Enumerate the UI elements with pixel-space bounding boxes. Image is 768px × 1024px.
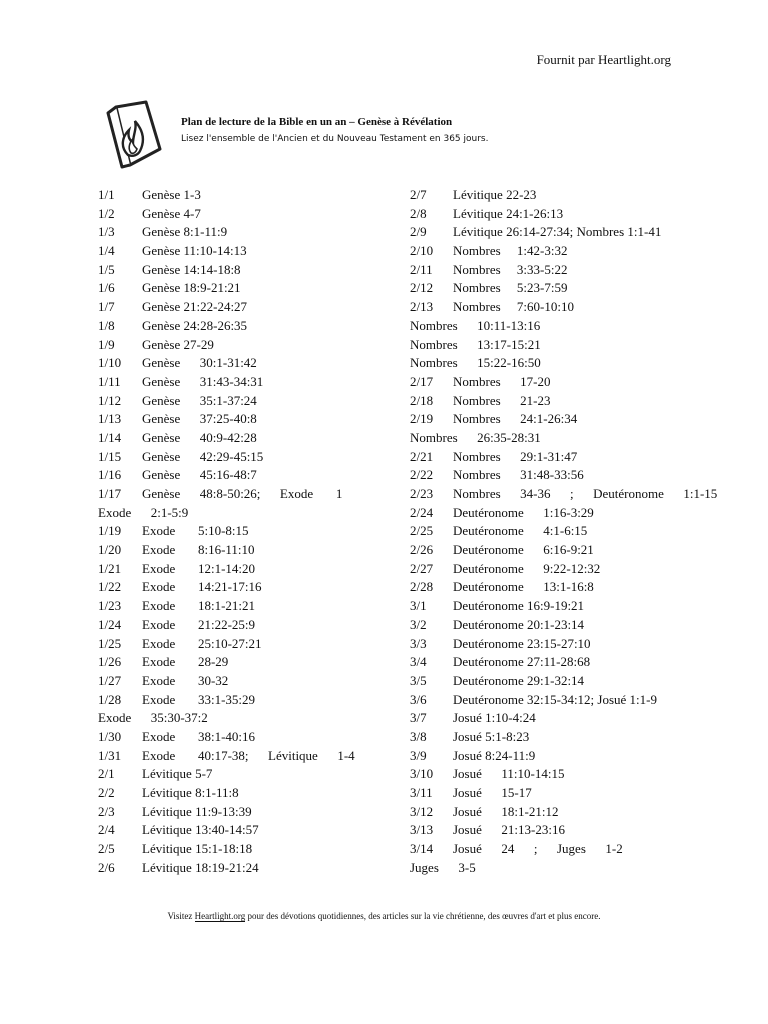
reading-passage: Nombres 5:23-7:59 bbox=[453, 280, 568, 296]
reading-passage: Nombres 1:42-3:32 bbox=[453, 243, 568, 259]
reading-passage: Genèse 40:9-42:28 bbox=[142, 429, 257, 445]
reading-passage: Lévitique 5-7 bbox=[142, 766, 213, 782]
reading-row bbox=[410, 635, 728, 654]
reading-row bbox=[98, 747, 356, 766]
reading-row bbox=[98, 298, 356, 317]
reading-row bbox=[98, 317, 356, 336]
reading-passage: Deutéronome 9:22-12:32 bbox=[453, 560, 601, 576]
reading-row bbox=[410, 504, 728, 523]
reading-date: 2/2 bbox=[98, 785, 115, 800]
reading-row bbox=[410, 821, 728, 840]
reading-row bbox=[98, 223, 356, 242]
reading-date: 2/19 bbox=[410, 411, 434, 427]
reading-passage: Deutéronome 1:16-3:29 bbox=[453, 504, 594, 520]
reading-date: 1/19 bbox=[98, 523, 122, 539]
reading-date: 1/17 bbox=[98, 486, 122, 501]
reading-row bbox=[98, 672, 356, 691]
reading-row bbox=[98, 392, 356, 411]
reading-row bbox=[410, 709, 728, 728]
reading-row bbox=[410, 691, 728, 710]
reading-date: 3/1 bbox=[410, 598, 427, 614]
reading-passage: Josué 11:10-14:15 bbox=[453, 766, 565, 782]
reading-row bbox=[98, 803, 356, 822]
reading-passage: Nombres 21-23 bbox=[453, 392, 551, 408]
reading-row bbox=[410, 522, 728, 541]
reading-date: 3/9 bbox=[410, 747, 427, 763]
reading-date: 1/30 bbox=[98, 728, 122, 744]
reading-passage: Josué 5:1-8:23 bbox=[453, 728, 530, 744]
bible-flame-logo-icon bbox=[102, 99, 164, 169]
reading-passage: Deutéronome 16:9-19:21 bbox=[453, 598, 585, 614]
reading-passage: Exode 2:1-5:9 bbox=[98, 504, 189, 520]
reading-row bbox=[410, 728, 728, 747]
reading-row bbox=[410, 429, 728, 448]
reading-date: 2/24 bbox=[410, 504, 434, 520]
reading-row bbox=[410, 448, 728, 467]
reading-passage: Genèse 31:43-34:31 bbox=[142, 373, 264, 389]
reading-passage: Genèse 30:1-31:42 bbox=[142, 355, 257, 371]
reading-date: 2/10 bbox=[410, 243, 434, 259]
reading-passage: Lévitique 18:19-21:24 bbox=[142, 859, 259, 875]
reading-row bbox=[410, 317, 728, 336]
reading-date: 1/13 bbox=[98, 411, 122, 427]
reading-date: 1/11 bbox=[98, 373, 121, 389]
reading-row bbox=[98, 635, 356, 654]
reading-date: 2/13 bbox=[410, 299, 434, 315]
reading-date: 2/25 bbox=[410, 523, 434, 539]
reading-row bbox=[98, 597, 356, 616]
reading-row bbox=[98, 186, 356, 205]
reading-row bbox=[410, 653, 728, 672]
reading-date: 1/15 bbox=[98, 448, 122, 464]
reading-row bbox=[98, 859, 356, 878]
reading-passage: Genèse 21:22-24:27 bbox=[142, 299, 248, 315]
reading-row bbox=[410, 616, 728, 635]
reading-passage: Josué 18:1-21:12 bbox=[453, 803, 559, 819]
reading-row bbox=[410, 485, 728, 504]
reading-passage: Exode 40:17-38; Lévitique 1-4 bbox=[142, 747, 355, 763]
reading-passage: Deutéronome 20:1-23:14 bbox=[453, 616, 585, 632]
reading-passage: Josué 21:13-23:16 bbox=[453, 822, 565, 838]
reading-row bbox=[98, 709, 356, 728]
reading-row bbox=[98, 354, 356, 373]
reading-date: 3/11 bbox=[410, 785, 433, 800]
reading-row bbox=[98, 504, 356, 523]
reading-row bbox=[410, 803, 728, 822]
reading-date: 2/6 bbox=[98, 859, 115, 875]
reading-date: 2/8 bbox=[410, 205, 427, 221]
reading-row bbox=[410, 672, 728, 691]
reading-date: 1/9 bbox=[98, 336, 115, 352]
reading-row bbox=[98, 429, 356, 448]
reading-row bbox=[98, 821, 356, 840]
reading-row bbox=[98, 728, 356, 747]
reading-row bbox=[98, 261, 356, 280]
reading-row bbox=[98, 616, 356, 635]
reading-passage: Nombres 7:60-10:10 bbox=[453, 299, 574, 315]
reading-row bbox=[98, 765, 356, 784]
reading-row bbox=[98, 336, 356, 355]
reading-row bbox=[410, 186, 728, 205]
reading-row bbox=[410, 597, 728, 616]
reading-row bbox=[410, 541, 728, 560]
reading-passage: Lévitique 13:40-14:57 bbox=[142, 822, 259, 838]
reading-passage: Juges 3-5 bbox=[410, 859, 476, 875]
reading-passage: Exode 30-32 bbox=[142, 672, 229, 688]
reading-date: 1/14 bbox=[98, 429, 122, 445]
reading-row bbox=[98, 653, 356, 672]
reading-row bbox=[410, 578, 728, 597]
reading-passage: Exode 5:10-8:15 bbox=[142, 523, 249, 539]
reading-date: 1/24 bbox=[98, 616, 122, 632]
provided-by-label: Fournit par Heartlight.org bbox=[536, 52, 671, 67]
reading-row bbox=[410, 765, 728, 784]
reading-passage: Deutéronome 32:15-34:12; Josué 1:1-9 bbox=[453, 691, 657, 707]
reading-row bbox=[410, 859, 728, 878]
reading-passage: Josué 8:24-11:9 bbox=[453, 747, 536, 763]
reading-row bbox=[98, 541, 356, 560]
reading-passage: Josué 24 ; Juges 1-2 bbox=[453, 841, 623, 857]
reading-passage: Nombres 10:11-13:16 bbox=[410, 317, 541, 333]
reading-passage: Nombres 15:22-16:50 bbox=[410, 355, 541, 371]
reading-row bbox=[410, 747, 728, 766]
reading-row bbox=[98, 522, 356, 541]
document-title: Plan de lecture de la Bible en un an – Genèse à Révélation bbox=[181, 116, 453, 128]
reading-date: 2/28 bbox=[410, 579, 434, 595]
reading-passage: Lévitique 24:1-26:13 bbox=[453, 205, 564, 221]
reading-passage: Exode 33:1-35:29 bbox=[142, 691, 256, 707]
reading-row bbox=[98, 578, 356, 597]
reading-passage: Genèse 42:29-45:15 bbox=[142, 448, 264, 464]
reading-passage: Exode 38:1-40:16 bbox=[142, 728, 256, 744]
reading-date: 2/4 bbox=[98, 822, 115, 838]
reading-date: 1/8 bbox=[98, 317, 115, 333]
reading-row bbox=[410, 336, 728, 355]
reading-date: 1/10 bbox=[98, 355, 122, 371]
reading-passage: Nombres 26:35-28:31 bbox=[410, 429, 541, 445]
reading-date: 2/26 bbox=[410, 542, 434, 558]
reading-row bbox=[98, 205, 356, 224]
reading-passage: Lévitique 26:14-27:34; Nombres 1:1-41 bbox=[453, 224, 662, 240]
reading-passage: Genèse 4-7 bbox=[142, 205, 201, 221]
reading-date: 2/12 bbox=[410, 280, 434, 296]
reading-row bbox=[98, 691, 356, 710]
reading-date: 1/12 bbox=[98, 392, 122, 408]
reading-date: 3/12 bbox=[410, 803, 434, 819]
heartlight-link[interactable]: Heartlight.org bbox=[194, 911, 246, 921]
reading-date: 2/18 bbox=[410, 392, 434, 408]
reading-passage: Genèse 14:14-18:8 bbox=[142, 261, 241, 277]
reading-passage: Genèse 1-3 bbox=[142, 187, 201, 202]
reading-row bbox=[98, 840, 356, 859]
reading-date: 3/4 bbox=[410, 654, 427, 670]
reading-row bbox=[410, 354, 728, 373]
reading-date: 1/4 bbox=[98, 243, 115, 259]
reading-passage: Deutéronome 6:16-9:21 bbox=[453, 542, 594, 558]
reading-passage: Exode 35:30-37:2 bbox=[98, 710, 208, 726]
reading-date: 1/27 bbox=[98, 672, 122, 688]
reading-row bbox=[410, 466, 728, 485]
reading-date: 2/17 bbox=[410, 373, 434, 389]
reading-date: 3/14 bbox=[410, 841, 434, 857]
reading-passage: Exode 12:1-14:20 bbox=[142, 560, 256, 576]
reading-passage: Lévitique 22-23 bbox=[453, 187, 537, 202]
footer-prefix: Visitez bbox=[167, 911, 195, 921]
reading-date: 3/7 bbox=[410, 710, 427, 726]
reading-row bbox=[98, 242, 356, 261]
reading-date: 2/23 bbox=[410, 486, 434, 501]
reading-date: 2/9 bbox=[410, 224, 427, 240]
reading-passage: Deutéronome 23:15-27:10 bbox=[453, 635, 591, 651]
reading-row bbox=[98, 279, 356, 298]
reading-row bbox=[410, 392, 728, 411]
reading-passage: Nombres 17-20 bbox=[453, 373, 551, 389]
reading-passage: Lévitique 8:1-11:8 bbox=[142, 785, 239, 800]
reading-passage: Deutéronome 29:1-32:14 bbox=[453, 672, 585, 688]
reading-date: 3/2 bbox=[410, 616, 427, 632]
reading-passage: Exode 21:22-25:9 bbox=[142, 616, 256, 632]
reading-date: 1/3 bbox=[98, 224, 115, 240]
reading-date: 1/21 bbox=[98, 560, 122, 576]
reading-passage: Genèse 8:1-11:9 bbox=[142, 224, 228, 240]
reading-row bbox=[410, 298, 728, 317]
reading-date: 2/1 bbox=[98, 766, 115, 782]
reading-row bbox=[410, 223, 728, 242]
reading-date: 1/16 bbox=[98, 467, 122, 483]
reading-row bbox=[410, 840, 728, 859]
reading-date: 2/7 bbox=[410, 187, 427, 202]
reading-passage: Deutéronome 13:1-16:8 bbox=[453, 579, 594, 595]
reading-passage: Nombres 24:1-26:34 bbox=[453, 411, 578, 427]
reading-list-left bbox=[98, 186, 356, 877]
footer-note bbox=[0, 911, 768, 921]
reading-date: 1/31 bbox=[98, 747, 122, 763]
reading-date: 3/8 bbox=[410, 728, 427, 744]
reading-date: 1/1 bbox=[98, 187, 115, 202]
reading-passage: Nombres 13:17-15:21 bbox=[410, 336, 541, 352]
reading-date: 2/22 bbox=[410, 467, 434, 483]
reading-row bbox=[410, 279, 728, 298]
reading-date: 2/11 bbox=[410, 261, 433, 277]
footer-suffix: pour des dévotions quotidiennes, des articles sur la vie chrétienne, des œuvres d'art et plus encore. bbox=[245, 911, 601, 921]
reading-row bbox=[98, 560, 356, 579]
reading-date: 3/3 bbox=[410, 635, 427, 651]
reading-date: 3/6 bbox=[410, 691, 427, 707]
reading-date: 1/22 bbox=[98, 579, 122, 595]
reading-passage: Josué 15-17 bbox=[453, 785, 532, 800]
reading-date: 3/10 bbox=[410, 766, 434, 782]
reading-date: 1/23 bbox=[98, 598, 122, 614]
reading-passage: Deutéronome 27:11-28:68 bbox=[453, 654, 591, 670]
reading-passage: Nombres 29:1-31:47 bbox=[453, 448, 578, 464]
reading-passage: Genèse 11:10-14:13 bbox=[142, 243, 247, 259]
reading-passage: Deutéronome 4:1-6:15 bbox=[453, 523, 588, 539]
reading-passage: Genèse 24:28-26:35 bbox=[142, 317, 248, 333]
reading-row bbox=[410, 560, 728, 579]
reading-date: 2/5 bbox=[98, 841, 115, 857]
reading-date: 1/7 bbox=[98, 299, 115, 315]
reading-passage: Exode 18:1-21:21 bbox=[142, 598, 256, 614]
reading-date: 1/28 bbox=[98, 691, 122, 707]
reading-row bbox=[98, 784, 356, 803]
reading-row bbox=[98, 373, 356, 392]
reading-passage: Josué 1:10-4:24 bbox=[453, 710, 536, 726]
reading-passage: Exode 25:10-27:21 bbox=[142, 635, 262, 651]
reading-row bbox=[98, 466, 356, 485]
reading-row bbox=[410, 242, 728, 261]
reading-passage: Exode 14:21-17:16 bbox=[142, 579, 262, 595]
reading-date: 1/2 bbox=[98, 205, 115, 221]
reading-row bbox=[410, 205, 728, 224]
reading-passage: Nombres 3:33-5:22 bbox=[453, 261, 568, 277]
reading-passage: Nombres 34-36 ; Deutéronome 1:1-15 bbox=[453, 486, 718, 501]
reading-list-right bbox=[410, 186, 728, 877]
reading-passage: Lévitique 11:9-13:39 bbox=[142, 803, 252, 819]
reading-passage: Exode 8:16-11:10 bbox=[142, 542, 255, 558]
reading-passage: Lévitique 15:1-18:18 bbox=[142, 841, 253, 857]
reading-passage: Genèse 27-29 bbox=[142, 336, 214, 352]
reading-row bbox=[98, 485, 356, 504]
reading-passage: Genèse 18:9-21:21 bbox=[142, 280, 241, 296]
reading-passage: Genèse 37:25-40:8 bbox=[142, 411, 257, 427]
reading-row bbox=[410, 784, 728, 803]
reading-row bbox=[98, 448, 356, 467]
reading-date: 3/5 bbox=[410, 672, 427, 688]
reading-date: 2/27 bbox=[410, 560, 434, 576]
reading-passage: Genèse 48:8-50:26; Exode 1 bbox=[142, 486, 343, 501]
reading-row bbox=[410, 373, 728, 392]
reading-date: 1/20 bbox=[98, 542, 122, 558]
reading-date: 1/26 bbox=[98, 654, 122, 670]
reading-date: 1/5 bbox=[98, 261, 115, 277]
reading-row bbox=[98, 410, 356, 429]
reading-date: 1/25 bbox=[98, 635, 122, 651]
document-subtitle: Lisez l'ensemble de l'Ancien et du Nouveau Testament en 365 jours. bbox=[181, 134, 489, 144]
reading-date: 2/3 bbox=[98, 803, 115, 819]
reading-passage: Genèse 35:1-37:24 bbox=[142, 392, 257, 408]
reading-row bbox=[410, 261, 728, 280]
reading-date: 2/21 bbox=[410, 448, 434, 464]
reading-date: 3/13 bbox=[410, 822, 434, 838]
reading-row bbox=[410, 410, 728, 429]
reading-passage: Exode 28-29 bbox=[142, 654, 229, 670]
reading-passage: Genèse 45:16-48:7 bbox=[142, 467, 257, 483]
reading-passage: Nombres 31:48-33:56 bbox=[453, 467, 584, 483]
reading-date: 1/6 bbox=[98, 280, 115, 296]
